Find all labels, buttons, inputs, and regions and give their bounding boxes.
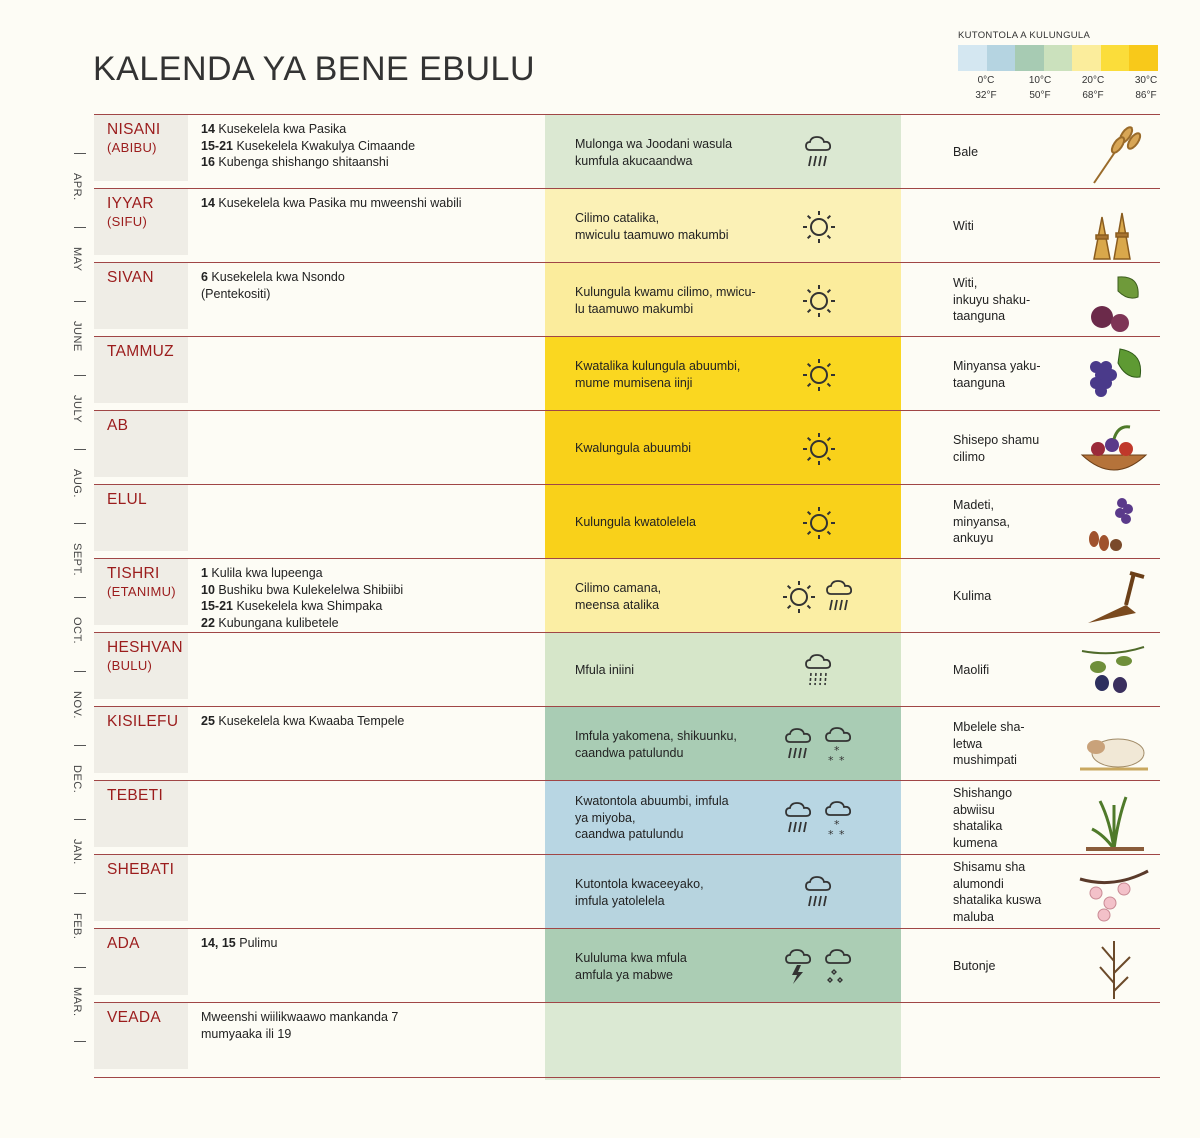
produce-line: minyansa, [953,514,1010,529]
weather-description [575,580,775,613]
weather-line: caandwa patulundu [575,827,684,841]
fruit-basket-icon [1074,415,1154,483]
hebrew-month-name: KISILEFU [107,713,179,730]
weather-line: Kululuma kwa mfula [575,951,687,965]
hebrew-month-name: ELUL [107,491,147,508]
produce-line: letwa [953,736,983,751]
produce-line: Mbelele sha- [953,720,1025,734]
svg-text:*: * [828,754,834,766]
svg-text:*: * [828,828,834,840]
produce-illustration [1074,859,1154,927]
seasonal-produce [953,144,1063,161]
hebrew-month-cell [94,633,188,699]
weather-line: mwiculu taamuwo makumbi [575,227,729,242]
produce-line: shatalika kuswa [953,893,1042,907]
event-line [201,138,531,155]
drizzle-icon [802,651,836,691]
event-date: 16 [201,155,215,169]
weather-line: Kulungula kwatolelela [575,515,696,529]
seasonal-produce [953,958,1063,975]
month-tick [74,671,86,672]
hebrew-month-name: IYYAR [107,195,154,212]
weather-icons [774,351,864,399]
month-row [94,484,1160,559]
produce-line: inkuyu shaku- [953,292,1031,307]
legend-swatch [1129,45,1158,71]
month-row [94,558,1160,633]
event-line [201,713,531,730]
produce-line: Witi, [953,276,978,290]
seasonal-produce [953,785,1063,851]
event-line [201,121,531,138]
produce-line: cilimo [953,449,985,464]
event-line [201,1009,531,1026]
hebrew-month-cell [94,115,188,181]
seasonal-produce [953,358,1063,391]
weather-icons [774,499,864,547]
weather-description [575,950,775,983]
month-row [94,410,1160,485]
seasonal-produce [953,719,1063,769]
festival-events [201,565,531,631]
produce-line: Minyansa yaku- [953,359,1041,373]
legend-color-scale [958,45,1158,71]
weather-icons [774,869,864,917]
event-date: 14 [201,196,215,210]
hebrew-month-cell [94,411,188,477]
event-text: (Pentekositi) [201,286,271,301]
event-date: 15-21 [201,599,233,613]
produce-line: kumena [953,835,998,850]
sun-icon [801,357,837,393]
hebrew-month-name: NISANI [107,121,161,138]
rain-icon [802,133,836,173]
month-row [94,262,1160,337]
sun-icon [801,505,837,541]
event-date: 14, 15 [201,936,236,950]
event-text: Kusekelela kwa Pasika mu mweenshi wabili [214,196,462,210]
hebrew-month-alt-name: (ETANIMU) [107,584,176,599]
produce-line: Witi [953,219,974,233]
event-text: Mweenshi wiilikwaawo mankanda 7 [201,1010,399,1024]
weather-icons [774,203,864,251]
event-line [201,598,531,615]
gregorian-month-label: JUNE [71,321,83,352]
weather-icons [774,129,864,177]
event-date: 6 [201,270,208,284]
hebrew-month-name: TAMMUZ [107,343,174,360]
produce-line: mushimpati [953,753,1017,767]
weather-line: imfula yatolelela [575,893,665,908]
weather-description [575,210,775,243]
event-date: 25 [201,714,215,728]
event-text: Kubungana kulibetele [214,615,339,630]
event-text: mumyaaka ili 19 [201,1026,292,1041]
seasonal-produce [953,859,1063,925]
temperature-legend [958,30,1158,103]
produce-line: maluba [953,909,994,924]
gregorian-month-label: JAN. [71,839,83,865]
gregorian-month-label: DEC. [71,765,83,794]
produce-line: ankuyu [953,531,994,545]
weather-icons [774,277,864,325]
event-text: Kulila kwa lupeenga [207,566,323,580]
seasonal-produce [953,662,1063,679]
month-tick [74,745,86,746]
produce-line: taanguna [953,309,1006,323]
page-title: KALENDA YA BENE EBULU [93,50,535,88]
event-text: Kusekelela kwa Nsondo [207,270,345,284]
festival-events [201,121,531,171]
svg-text:*: * [834,818,840,831]
legend-tick [1126,73,1166,103]
produce-illustration [1074,637,1154,705]
legend-tick-celsius: 20°C [1081,75,1105,86]
hebrew-month-cell [94,707,188,773]
weather-description [575,284,775,317]
weather-icons [774,425,864,473]
legend-tick-celsius: 10°C [1028,75,1052,86]
weather-icons [774,573,864,621]
hebrew-month-name: SIVAN [107,269,154,286]
produce-line: shatalika [953,819,1003,833]
weather-icons [774,943,864,991]
hebrew-month-alt-name: (BULU) [107,658,153,673]
svg-text:*: * [839,754,845,766]
produce-illustration [1074,267,1154,335]
month-row [94,780,1160,855]
olive-icon [1074,637,1154,705]
legend-tick [966,73,1006,103]
hebrew-month-cell [94,929,188,995]
month-row [94,706,1160,781]
sheep-icon [1074,711,1154,779]
hebrew-month-cell [94,263,188,329]
weather-description [575,514,775,531]
month-row [94,632,1160,707]
legend-swatch [1044,45,1073,71]
festival-events [201,935,531,952]
gregorian-month-label: MAY [71,247,83,272]
weather-line: Cilimo camana, [575,581,662,595]
weather-line: Kutontola kwaceeyako, [575,877,704,891]
festival-events [201,269,531,302]
event-text: Bushiku bwa Kulekelelwa Shibiibi [214,582,404,597]
hebrew-month-name: AB [107,417,129,434]
produce-line: Madeti, [953,498,994,512]
hebrew-month-alt-name: (ABIBU) [107,140,157,155]
event-line [201,286,531,303]
legend-tick-fahrenheit: 68°F [1082,90,1104,101]
seasonal-produce [953,497,1063,547]
gregorian-month-label: APR. [71,173,83,201]
hebrew-month-cell [94,485,188,551]
weather-line: lu taamuwo makumbi [575,301,694,316]
legend-swatch [1101,45,1130,71]
legend-tick-celsius: 0°C [977,75,995,86]
month-row [94,336,1160,411]
rain-icon [782,725,816,765]
rain-icon [802,873,836,913]
festival-events [201,713,531,730]
hebrew-month-name: TEBETI [107,787,164,804]
weather-description [575,662,775,679]
weather-line: mume mumisena iinji [575,375,693,390]
gregorian-month-label: NOV. [71,691,83,719]
weather-line: meensa atalika [575,597,660,612]
month-tick [74,523,86,524]
weather-description [575,793,775,843]
event-line [201,1026,531,1043]
festival-events [201,195,531,212]
month-tick [74,375,86,376]
month-tick [74,227,86,228]
seasonal-produce [953,218,1063,235]
rain-icon [823,577,857,617]
hebrew-month-cell [94,1003,188,1069]
weather-description [575,728,775,761]
gregorian-month-label: JULY [71,395,83,424]
gregorian-month-label: SEPT. [71,543,83,577]
produce-line: Shisamu sha [953,860,1026,874]
event-line [201,565,531,582]
legend-tick-fahrenheit: 86°F [1135,90,1157,101]
produce-illustration [1074,119,1154,187]
storm-icon [782,946,816,988]
weather-icons [774,795,864,843]
event-line [201,195,531,212]
month-row [94,188,1160,263]
produce-line: Butonje [953,959,996,973]
event-text: Kusekelela Kwakulya Cimaande [232,138,416,153]
weather-description [575,358,775,391]
produce-illustration [1074,933,1154,1001]
event-date: 22 [201,615,215,630]
event-line [201,582,531,599]
hebrew-month-cell [94,337,188,403]
sun-icon [801,431,837,467]
weather-line: Kwatalika kulungula abuumbi, [575,359,741,373]
gregorian-months-column [62,150,96,1050]
weather-icons [774,721,864,769]
seasonal-produce [953,588,1063,605]
month-tick [74,1041,86,1042]
event-line [201,269,531,286]
legend-swatch [1072,45,1101,71]
month-tick [74,893,86,894]
gregorian-month-label: MAR. [71,987,83,1017]
festival-events [201,1009,531,1042]
event-text: Kusekelela kwa Kwaaba Tempele [214,714,405,728]
legend-tick [1020,73,1060,103]
month-row [94,1002,1160,1078]
month-tick [74,449,86,450]
hebrew-month-alt-name: (SIFU) [107,214,148,229]
produce-line: taanguna [953,375,1006,390]
weather-line: Mfula iniini [575,663,635,677]
produce-illustration [1074,193,1154,261]
almond-blossom-icon [1074,859,1154,927]
month-tick [74,153,86,154]
hebrew-month-name: SHEBATI [107,861,175,878]
produce-illustration [1074,489,1154,557]
weather-icons [774,647,864,695]
weather-description [575,876,775,909]
weather-line: caandwa patulundu [575,745,684,760]
weather-line: ya miyoba, [575,810,636,825]
legend-swatch [958,45,987,71]
snow-icon [822,798,856,840]
fig-icon [1074,267,1154,335]
month-tick [74,301,86,302]
hebrew-month-cell [94,189,188,255]
legend-ticks [958,73,1158,103]
produce-line: Maolifi [953,663,990,677]
hebrew-month-name: ADA [107,935,140,952]
hebrew-month-name: HESHVAN [107,639,183,656]
produce-line: Shishango [953,786,1013,800]
month-row [94,928,1160,1003]
grapes-icon [1074,341,1154,409]
seasonal-produce [953,432,1063,465]
produce-line: Shisepo shamu [953,433,1040,447]
event-date: 10 [201,582,215,597]
legend-tick-fahrenheit: 50°F [1029,90,1051,101]
flax-icon [1074,933,1154,1001]
produce-illustration [1074,785,1154,853]
event-date: 1 [201,566,208,580]
hebrew-month-cell [94,855,188,921]
snow-icon [822,724,856,766]
legend-tick [1073,73,1113,103]
legend-title: KUTONTOLA A KULUNGULA [958,30,1091,41]
month-row [94,854,1160,929]
produce-illustration [1074,415,1154,483]
weather-description [575,136,775,169]
event-line [201,615,531,632]
hebrew-month-name: TISHRI [107,565,160,582]
sun-icon [781,579,817,615]
plow-icon [1074,563,1154,631]
produce-line: alumondi [953,876,1004,891]
barley-icon [1074,119,1154,187]
produce-line: Bale [953,145,979,159]
svg-text:*: * [839,828,845,840]
legend-swatch [987,45,1016,71]
event-text: Kusekelela kwa Shimpaka [232,599,383,613]
dates-icon [1074,489,1154,557]
weather-line: kumfula akucaandwa [575,153,693,168]
hebrew-month-cell [94,781,188,847]
event-line [201,935,531,952]
event-text: Kusekelela kwa Pasika [214,122,347,136]
produce-illustration [1074,341,1154,409]
event-line [201,154,531,171]
weather-line: Mulonga wa Joodani wasula [575,137,733,151]
legend-tick-fahrenheit: 32°F [975,90,997,101]
event-text: Pulimu [235,936,278,950]
weather-line: Kwatontola abuumbi, imfula [575,794,729,808]
month-tick [74,597,86,598]
hebrew-month-cell [94,559,188,625]
seasonal-produce [953,275,1063,325]
sun-icon [801,283,837,319]
produce-illustration [1074,711,1154,779]
weather-line: Kwalungula abuumbi [575,441,692,455]
hail-icon [822,946,856,988]
month-row [94,114,1160,189]
gregorian-month-label: AUG. [71,469,83,498]
legend-tick-celsius: 30°C [1134,75,1158,86]
event-date: 14 [201,122,215,136]
produce-illustration [1074,563,1154,631]
weather-line: Imfula yakomena, shikuunku, [575,729,737,743]
weather-line: amfula ya mabwe [575,967,673,982]
hebrew-month-name: VEADA [107,1009,162,1026]
gregorian-month-label: OCT. [71,617,83,645]
weather-line: Kulungula kwamu cilimo, mwicu- [575,285,756,299]
weather-line: Cilimo catalika, [575,211,660,225]
produce-line: abwiisu [953,802,995,817]
month-tick [74,819,86,820]
gregorian-month-label: FEB. [71,913,83,940]
svg-text:*: * [834,744,840,757]
wheat-sheaf-icon [1074,193,1154,261]
produce-line: Kulima [953,589,992,603]
event-date: 15-21 [201,138,233,153]
rain-icon [782,799,816,839]
sprout-icon [1074,785,1154,853]
sun-icon [801,209,837,245]
month-tick [74,967,86,968]
legend-swatch [1015,45,1044,71]
event-text: Kubenga shishango shitaanshi [214,155,389,169]
weather-description [575,440,775,457]
